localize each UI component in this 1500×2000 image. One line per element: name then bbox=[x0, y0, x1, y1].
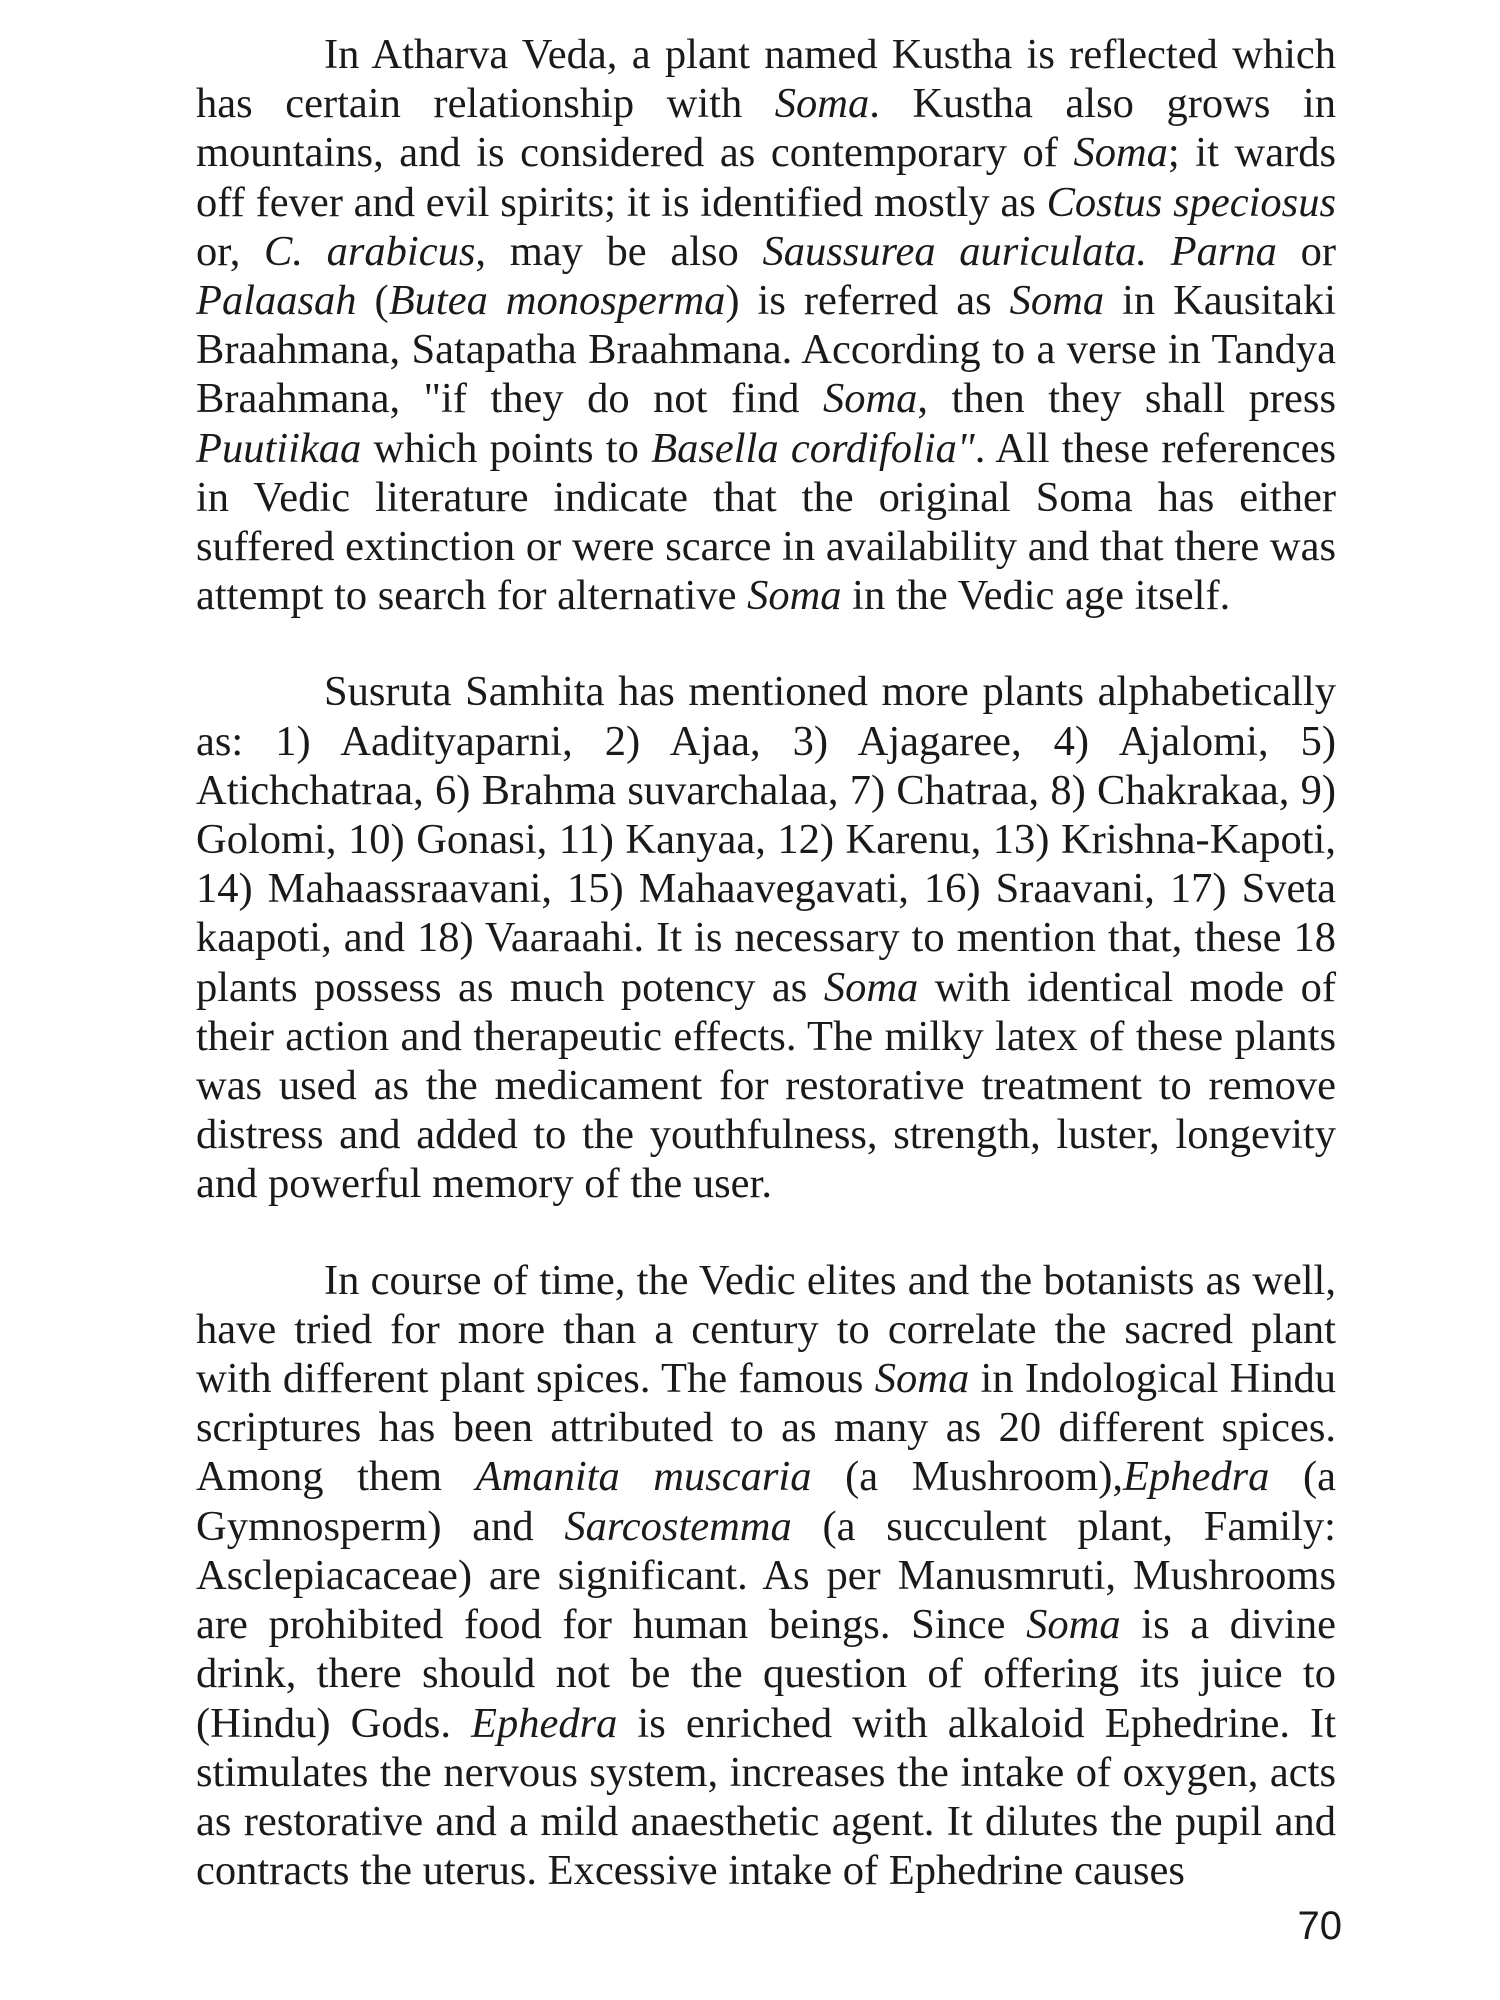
text-run: In course of time, the Vedic elites and the botanists as well, have tried for more than a century to correlate the sacred plant with different plant spices. The famous bbox=[196, 1256, 1336, 1403]
text-run: is a divine drink, there should not be the question of offering its juice to (Hindu) Gods. bbox=[196, 1601, 1336, 1747]
italic-text-run: Saussurea auriculata. Parna bbox=[762, 227, 1277, 275]
text-run: in Indological Hindu scriptures has been attributed to as many as 20 different spices. Among them bbox=[196, 1355, 1336, 1501]
text-run: (a Gymnosperm) and bbox=[196, 1453, 1336, 1550]
text-run: Susruta Samhita has mentioned more plants alphabetically as: 1) Aadityaparni, 2) Ajaa, 3) Ajagaree, 4) Ajalomi, 5) Atichchatraa, 6) Brahma suvarchalaa, 7) Chatraa, 8) Chakrakaa, 9) Golomi, 10) Gonasi, 11) Kanyaa, 12) Karenu, 13) Krishna-Kapoti, 14) Mahaassraavani, 15) Mahaavegavati, 16) Sraavani, 17) Sveta kaapoti, and 18) Vaaraahi. It is necessary to mention that, these 18 plants possess as much potency as bbox=[196, 668, 1336, 1011]
text-run: in the Vedic age itself. bbox=[841, 572, 1231, 620]
italic-text-run: Amanita muscaria bbox=[475, 1453, 812, 1501]
italic-text-run: Ephedra bbox=[471, 1699, 618, 1747]
text-run: , may be also bbox=[475, 227, 763, 275]
paragraph-susruta-samhita bbox=[196, 667, 1336, 1208]
italic-text-run: Soma bbox=[747, 572, 842, 620]
italic-text-run: Soma bbox=[822, 375, 918, 423]
italic-text-run: C. arabicus bbox=[264, 227, 476, 275]
text-run: is enriched with alkaloid Ephedrine. It stimulates the nervous system, increases the intake of oxygen, acts as restorative and a mild anaesthetic agent. It dilutes the pupil and contracts the uterus. Excessive intake of Ephedrine causes bbox=[196, 1699, 1337, 1895]
text-run: , then they shall press bbox=[917, 375, 1336, 423]
italic-text-run: Soma bbox=[1009, 277, 1105, 325]
document-page bbox=[196, 30, 1336, 1895]
italic-text-run: Costus speciosus bbox=[1046, 178, 1336, 226]
italic-text-run: Puutiikaa bbox=[196, 424, 362, 472]
italic-text-run: Soma bbox=[774, 80, 870, 128]
italic-text-run: Basella cordifolia" bbox=[651, 424, 975, 472]
italic-text-run: Soma bbox=[1073, 129, 1168, 177]
italic-text-run: Sarcostemma bbox=[564, 1502, 792, 1550]
text-run: ) is referred as bbox=[725, 277, 1010, 325]
italic-text-run: Soma bbox=[874, 1355, 970, 1403]
text-run: . All these references in Vedic literature indicate that the original Soma has either suffered extinction or were scarce in availability and that there was attempt to search for alternative bbox=[196, 424, 1336, 620]
text-run: (a Mushroom), bbox=[811, 1453, 1124, 1501]
italic-text-run: Palaasah bbox=[196, 277, 357, 325]
text-run: with identical mode of their action and therapeutic effects. The milky latex of these plants was used as the medicament for restorative treatment to remove distress and added to the youthfulness, strength, luster, longevity and powerful memory of the user. bbox=[196, 963, 1336, 1208]
text-run: in Kausitaki Braahmana, Satapatha Braahmana. According to a verse in Tandya Braahmana, "if they do not find bbox=[196, 277, 1336, 423]
italic-text-run: Ephedra bbox=[1123, 1453, 1270, 1501]
text-run: ( bbox=[356, 277, 389, 325]
text-run: In Atharva Veda, a plant named Kustha is reflected which has certain relationship with bbox=[196, 31, 1336, 128]
text-run: or bbox=[1276, 227, 1336, 275]
text-run: (a succulent plant, Family: Asclepiacaceae) are significant. As per Manusmruti, Mushrooms are prohibited food for human beings. Since bbox=[196, 1502, 1336, 1649]
italic-text-run: Soma bbox=[823, 963, 919, 1011]
text-run: ; it wards off fever and evil spirits; it is identified mostly as bbox=[196, 129, 1337, 226]
text-run: or, bbox=[196, 227, 264, 275]
paragraph-vedic-elites bbox=[196, 1256, 1336, 1896]
text-run: . Kustha also grows in mountains, and is considered as contemporary of bbox=[196, 80, 1336, 177]
text-run: which points to bbox=[361, 424, 652, 472]
italic-text-run: Soma bbox=[1026, 1601, 1121, 1649]
italic-text-run: Butea monosperma bbox=[388, 277, 726, 325]
paragraph-kustha bbox=[196, 30, 1336, 620]
page-number: 70 bbox=[1297, 1904, 1342, 1948]
